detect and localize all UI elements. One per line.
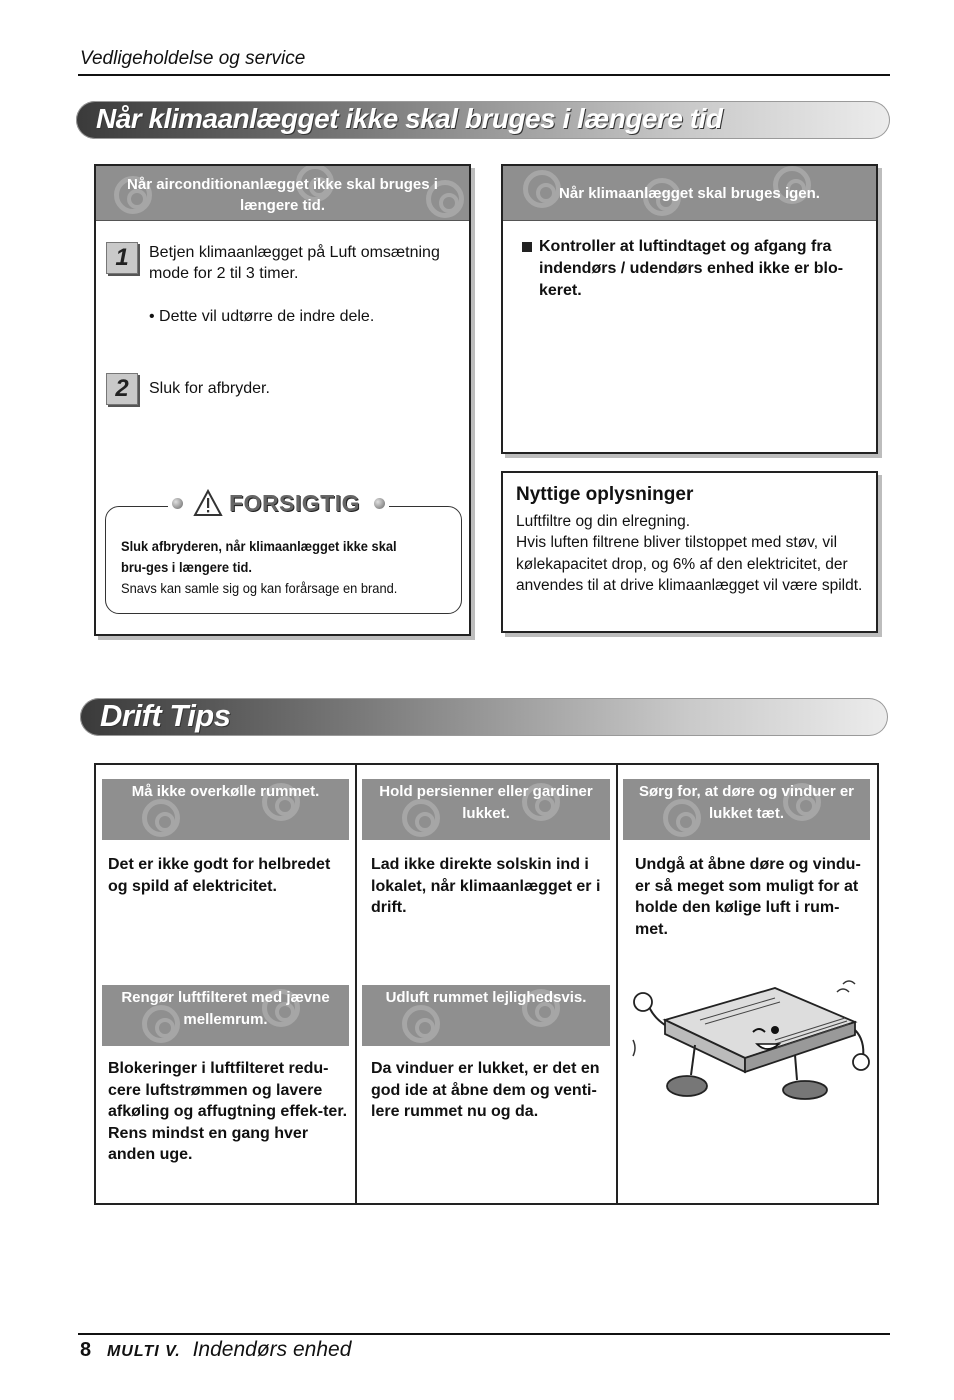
bullet-dot-icon <box>172 498 183 509</box>
step-2-badge: 2 <box>106 373 138 405</box>
header-rule <box>78 74 890 76</box>
grid-divider <box>355 763 357 1205</box>
info-body: Hvis luften filtrene bliver tilstoppet med støv, vil kølekapacitet drop, og 6% af den elektricitet, der anvendes til at drive klimaanlægget vil være spildt. <box>516 534 863 594</box>
reuse-check-text: Kontroller at luftindtaget og afgang fra indendørs / udendørs enhed ikke er blo-keret. <box>539 238 844 299</box>
panel-heading-text: Når klimaanlægget skal bruges igen. <box>559 185 820 202</box>
tip-heading-text: Udluft rummet lejlighedsvis. <box>385 989 587 1006</box>
bullet-dot-icon <box>374 498 385 509</box>
square-bullet-icon <box>522 242 532 252</box>
step-1-badge: 1 <box>106 242 138 274</box>
section-title: Drift Tips <box>100 698 231 733</box>
panel-heading-text: Når airconditionanlægget ikke skal bruges i længere tid. <box>127 176 438 214</box>
ac-unit-illustration <box>625 980 870 1100</box>
page-number: 8 <box>80 1339 92 1361</box>
tip-heading-text: Rengør luftfilteret med jævne mellemrum. <box>121 989 330 1028</box>
caution-header <box>168 486 389 520</box>
caution-title: FORSIGTIG <box>223 490 366 517</box>
tip-heading <box>362 985 610 1046</box>
tip-heading-text: Hold persienner eller gardiner lukket. <box>379 783 593 822</box>
tip-heading <box>362 779 610 840</box>
caution-bold-text: Sluk afbryderen, når klimaanlægget ikke skal bru-ges i længere tid. <box>121 538 397 575</box>
footer-rule <box>78 1333 890 1335</box>
tip-heading-text: Sørg for, at døre og vinduer er lukket tæt. <box>638 783 855 822</box>
brand-logo: MULTI V. <box>106 1343 181 1360</box>
footer-unit: Indendørs enhed <box>192 1338 352 1361</box>
running-header: Vedligeholdelse og service <box>80 48 306 69</box>
tip-text: Undgå at åbne døre og vindu-er så meget som muligt for at holde den kølige luft i rum-met. <box>635 856 861 938</box>
tip-text: Blokeringer i luftfilteret redu-cere luftstrømmen og lavere afkøling og affugtning effek-ter. Rens mindst en gang hver anden uge. <box>108 1060 348 1163</box>
tip-text: Det er ikke godt for helbredet og spild af elektricitet. <box>108 856 331 895</box>
tip-text: Lad ikke direkte solskin ind i lokalet, når klimaanlægget er i drift. <box>371 856 601 916</box>
storage-panel <box>94 164 471 636</box>
info-title: Nyttige oplysninger <box>516 484 694 505</box>
panel-heading <box>503 166 876 221</box>
tip-text: Da vinduer er lukket, er det en god ide at åbne dem og venti-lere rummet nu og da. <box>371 1060 600 1120</box>
reuse-panel <box>501 164 878 454</box>
info-line1: Luftfiltre og din elregning. <box>516 513 691 530</box>
grid-divider <box>616 763 618 1205</box>
section-banner <box>80 698 888 736</box>
panel-heading <box>96 166 469 221</box>
step-2-text: Sluk for afbryder. <box>149 380 270 397</box>
warning-triangle-icon <box>193 489 223 517</box>
tip-heading <box>102 985 349 1046</box>
info-box <box>501 471 878 633</box>
step-1-note: • Dette vil udtørre de indre dele. <box>149 308 375 325</box>
step-1-text: Betjen klimaanlægget på Luft omsætning mode for 2 til 3 timer. <box>149 244 440 282</box>
page-footer <box>80 1338 351 1362</box>
tip-heading <box>623 779 870 840</box>
tip-heading <box>102 779 349 840</box>
tip-heading-text: Må ikke overkølle rummet. <box>131 783 320 800</box>
caution-text: Snavs kan samle sig og kan forårsage en brand. <box>121 580 398 596</box>
section-banner <box>76 101 890 139</box>
section-title: Når klimaanlægget ikke skal bruges i længere tid <box>96 103 723 134</box>
